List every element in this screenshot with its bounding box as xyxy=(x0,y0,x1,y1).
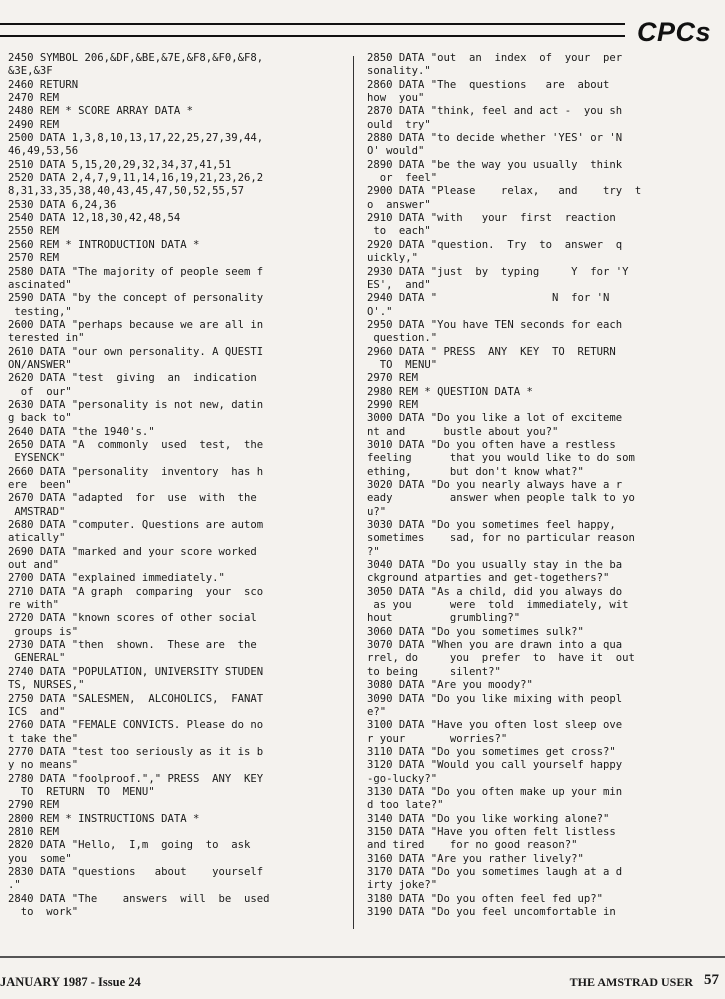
code-line: 3140 DATA "Do you like working alone?" xyxy=(367,812,610,825)
code-line: 2570 REM xyxy=(8,252,60,265)
code-line: 2710 DATA "A graph comparing your sco xyxy=(8,585,264,598)
code-line: g back to" xyxy=(8,412,72,425)
code-line: uickly," xyxy=(367,252,419,265)
code-line: r your worries?" xyxy=(367,732,508,745)
code-line: 2510 DATA 5,15,20,29,32,34,37,41,51 xyxy=(8,158,232,171)
code-line: TS, NURSES," xyxy=(8,679,85,692)
code-line: 3160 DATA "Are you rather lively?" xyxy=(367,852,584,865)
code-line: 2880 DATA "to decide whether 'YES' or 'N xyxy=(367,132,623,145)
code-line: ES', and" xyxy=(367,278,431,291)
code-line: 46,49,53,56 xyxy=(8,145,79,158)
code-line: 3030 DATA "Do you sometimes feel happy, xyxy=(367,519,616,532)
code-line: TO RETURN TO MENU" xyxy=(8,785,155,798)
code-line: &3E,&3F xyxy=(8,65,53,78)
code-line: 2590 DATA "by the concept of personality xyxy=(8,292,264,305)
code-line: 2980 REM * QUESTION DATA * xyxy=(367,385,533,398)
code-line: 2540 DATA 12,18,30,42,48,54 xyxy=(8,212,181,225)
code-line: 2670 DATA "adapted for use with the xyxy=(8,492,257,505)
listing-column-left xyxy=(8,52,344,919)
code-line: 2930 DATA "just by typing Y for 'Y xyxy=(367,265,629,278)
code-line: 2790 REM xyxy=(8,799,60,812)
code-line: sonality." xyxy=(367,65,431,78)
code-line: to work" xyxy=(8,906,79,918)
code-line: 2660 DATA "personality inventory has h xyxy=(8,465,264,478)
code-line: 3100 DATA "Have you often lost sleep ove xyxy=(367,719,623,732)
code-line: 2450 SYMBOL 206,&DF,&BE,&7E,&F8,&F0,&F8, xyxy=(8,52,264,64)
code-line: ething, but don't know what?" xyxy=(367,465,584,478)
code-line: 2780 DATA "foolproof."," PRESS ANY KEY xyxy=(8,772,264,785)
code-line: 2940 DATA " N for 'N xyxy=(367,292,610,305)
code-line: ?" xyxy=(367,545,380,558)
code-line: or feel" xyxy=(367,172,438,185)
code-line: ere been" xyxy=(8,479,72,491)
code-line: and tired for no good reason?" xyxy=(367,839,578,852)
code-line: question." xyxy=(367,332,438,345)
code-line: 3150 DATA "Have you often felt listless xyxy=(367,825,616,838)
code-line: feeling that you would like to do som xyxy=(367,452,635,465)
code-line: AMSTRAD" xyxy=(8,505,66,518)
code-line: 2970 REM xyxy=(367,372,419,385)
code-line: irty joke?" xyxy=(367,879,438,892)
code-line: 3170 DATA "Do you sometimes laugh at a d xyxy=(367,865,623,878)
code-line: TO MENU" xyxy=(367,358,438,371)
code-line: testing," xyxy=(8,305,72,318)
code-line: 2600 DATA "perhaps because we are all in xyxy=(8,318,264,331)
code-line: how you" xyxy=(367,92,425,105)
code-line: y no means" xyxy=(8,759,79,772)
code-line: ON/ANSWER" xyxy=(8,358,72,371)
code-line: 3040 DATA "Do you usually stay in the ba xyxy=(367,559,623,572)
code-line: 2650 DATA "A commonly used test, the xyxy=(8,438,264,451)
code-line: 2740 DATA "POPULATION, UNIVERSITY STUDEN xyxy=(8,665,264,678)
code-line: O'." xyxy=(367,305,393,318)
code-line: 2720 DATA "known scores of other social xyxy=(8,612,257,625)
footer-magazine: THE AMSTRAD USER xyxy=(569,975,693,989)
code-line: out and" xyxy=(8,559,60,572)
code-line: to being silent?" xyxy=(367,665,501,678)
code-line: t take the" xyxy=(8,732,79,745)
code-line: 2820 DATA "Hello, I,m going to ask xyxy=(8,839,251,852)
code-line: 2520 DATA 2,4,7,9,11,14,16,19,21,23,26,2 xyxy=(8,172,264,185)
code-line: 2840 DATA "The answers will be used xyxy=(8,892,270,905)
section-title: CPCs xyxy=(636,17,711,47)
code-line: 2890 DATA "be the way you usually think xyxy=(367,158,623,171)
code-line: 2480 REM * SCORE ARRAY DATA * xyxy=(8,105,193,118)
code-line: 3180 DATA "Do you often feel fed up?" xyxy=(367,892,603,905)
code-line: 2910 DATA "with your first reaction xyxy=(367,212,616,225)
code-line: 3020 DATA "Do you nearly always have a r xyxy=(367,479,623,491)
code-line: 2560 REM * INTRODUCTION DATA * xyxy=(8,238,200,251)
code-line: 3060 DATA "Do you sometimes sulk?" xyxy=(367,625,584,638)
code-line: 2640 DATA "the 1940's." xyxy=(8,425,155,438)
code-line: 3080 DATA "Are you moody?" xyxy=(367,679,533,692)
code-line: 2470 REM xyxy=(8,92,60,105)
footer-issue: JANUARY 1987 - Issue 24 xyxy=(0,975,141,989)
code-line: 2460 RETURN xyxy=(8,78,79,91)
code-line: ascinated" xyxy=(8,278,72,291)
code-line: 2580 DATA "The majority of people seem f xyxy=(8,265,264,278)
code-line: 3010 DATA "Do you often have a restless xyxy=(367,438,616,451)
code-line: as you were told immediately, wit xyxy=(367,599,629,612)
code-line: nt and bustle about you?" xyxy=(367,425,559,438)
code-line: ould try" xyxy=(367,118,431,131)
code-line: e?" xyxy=(367,705,387,718)
code-line: 8,31,33,35,38,40,43,45,47,50,52,55,57 xyxy=(8,185,244,198)
page-header xyxy=(0,5,725,45)
code-line: 2950 DATA "You have TEN seconds for each xyxy=(367,318,623,331)
header-rule-bottom xyxy=(0,35,625,37)
code-line: 2490 REM xyxy=(8,118,60,131)
code-line: 3050 DATA "As a child, did you always do xyxy=(367,585,623,598)
code-line: terested in" xyxy=(8,332,85,345)
code-line: -go-lucky?" xyxy=(367,772,438,785)
code-line: 3000 DATA "Do you like a lot of exciteme xyxy=(367,412,623,425)
code-line: atically" xyxy=(8,532,66,545)
code-line: 2770 DATA "test too seriously as it is b xyxy=(8,745,264,758)
code-line: 3190 DATA "Do you feel uncomfortable in xyxy=(367,906,616,918)
code-line: 2500 DATA 1,3,8,10,13,17,22,25,27,39,44, xyxy=(8,132,264,145)
code-line: you some" xyxy=(8,852,72,865)
header-rule-top xyxy=(0,23,625,25)
code-line: 2680 DATA "computer. Questions are autom xyxy=(8,519,264,532)
code-line: EYSENCK" xyxy=(8,452,66,465)
code-line: 2830 DATA "questions about yourself xyxy=(8,865,264,878)
code-line: 2850 DATA "out an index of your per xyxy=(367,52,623,64)
code-line: ." xyxy=(8,879,21,892)
code-line: GENERAL" xyxy=(8,652,66,665)
code-line: rrel, do you prefer to have it out xyxy=(367,652,635,665)
code-line: 2700 DATA "explained immediately." xyxy=(8,572,225,585)
code-line: 2900 DATA "Please relax, and try t xyxy=(367,185,642,198)
code-line: ICS and" xyxy=(8,705,66,718)
code-line: 2960 DATA " PRESS ANY KEY TO RETURN xyxy=(367,345,616,358)
code-line: 3130 DATA "Do you often make up your min xyxy=(367,785,623,798)
code-line: groups is" xyxy=(8,625,79,638)
code-line: 2760 DATA "FEMALE CONVICTS. Please do no xyxy=(8,719,264,732)
code-line: 3120 DATA "Would you call yourself happy xyxy=(367,759,623,772)
code-line: 2860 DATA "The questions are about xyxy=(367,78,610,91)
listing-column-right xyxy=(367,52,707,919)
code-line: ckground atparties and get-togethers?" xyxy=(367,572,610,585)
code-line: 2750 DATA "SALESMEN, ALCOHOLICS, FANAT xyxy=(8,692,264,705)
code-line: re with" xyxy=(8,599,60,612)
code-line: to each" xyxy=(367,225,431,238)
code-line: 3110 DATA "Do you sometimes get cross?" xyxy=(367,745,616,758)
code-line: u?" xyxy=(367,505,387,518)
code-line: 2610 DATA "our own personality. A QUESTI xyxy=(8,345,264,358)
code-line: 2810 REM xyxy=(8,825,60,838)
code-line: 2800 REM * INSTRUCTIONS DATA * xyxy=(8,812,200,825)
code-line: eady answer when people talk to yo xyxy=(367,492,635,505)
code-line: 2620 DATA "test giving an indication xyxy=(8,372,257,385)
code-line: 2920 DATA "question. Try to answer q xyxy=(367,238,623,251)
code-line: 3090 DATA "Do you like mixing with peopl xyxy=(367,692,623,705)
code-line: 2530 DATA 6,24,36 xyxy=(8,198,117,211)
code-line: 2990 REM xyxy=(367,398,419,411)
code-line: 3070 DATA "When you are drawn into a qua xyxy=(367,639,623,652)
code-line: O' would" xyxy=(367,145,425,158)
code-line: 2870 DATA "think, feel and act - you sh xyxy=(367,105,623,118)
code-line: hout grumbling?" xyxy=(367,612,521,625)
code-line: 2690 DATA "marked and your score worked xyxy=(8,545,257,558)
footer-rule xyxy=(0,956,725,958)
column-divider xyxy=(353,56,354,929)
page-number: 57 xyxy=(704,972,719,988)
code-line: sometimes sad, for no particular reason xyxy=(367,532,635,545)
code-line: 2630 DATA "personality is not new, datin xyxy=(8,398,264,411)
code-line: d too late?" xyxy=(367,799,444,812)
code-line: 2550 REM xyxy=(8,225,60,238)
code-line: of our" xyxy=(8,385,72,398)
code-line: 2730 DATA "then shown. These are the xyxy=(8,639,257,652)
code-line: o answer" xyxy=(367,198,431,211)
